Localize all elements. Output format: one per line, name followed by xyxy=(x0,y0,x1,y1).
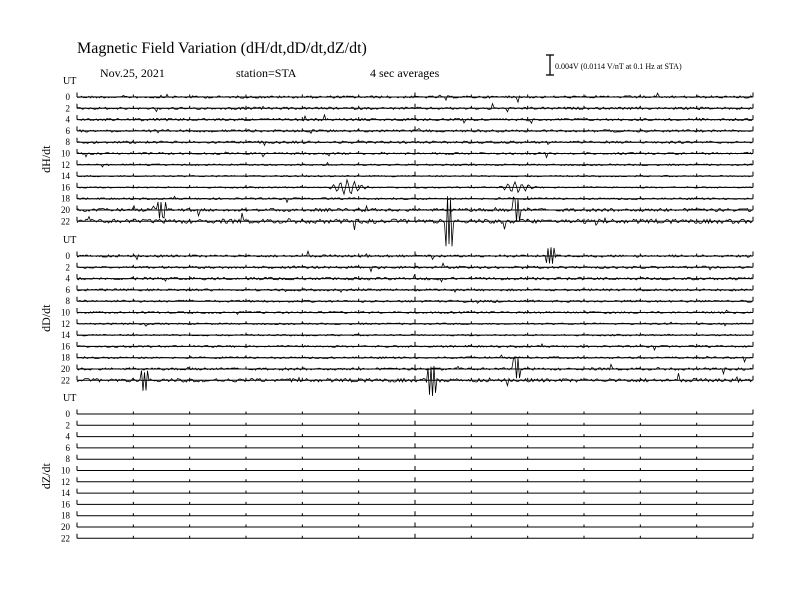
row-label: 0 xyxy=(65,251,70,261)
row-label: 12 xyxy=(61,159,70,170)
component-label: dH/dt xyxy=(39,145,53,173)
series-trace xyxy=(77,366,752,396)
row-label: 2 xyxy=(65,103,70,114)
component-label: dD/dt xyxy=(39,304,53,332)
row-label: 10 xyxy=(61,148,70,159)
row-label: 8 xyxy=(65,296,70,307)
scale-bar xyxy=(546,55,682,75)
row-label: 22 xyxy=(61,216,70,227)
row-label: 14 xyxy=(61,488,70,499)
row-label: 2 xyxy=(65,420,70,431)
row-label: 4 xyxy=(65,273,70,284)
row-label: 22 xyxy=(61,375,70,386)
row-label: 0 xyxy=(65,92,70,102)
row-label: 6 xyxy=(65,125,70,136)
row-label: 20 xyxy=(61,522,70,532)
row-label: 18 xyxy=(61,510,70,521)
ut-label: UT xyxy=(63,393,77,404)
row-label: 14 xyxy=(61,171,70,182)
row-label: 20 xyxy=(61,205,70,215)
row-label: 10 xyxy=(61,465,70,476)
row-label: 20 xyxy=(61,364,70,374)
row-label: 16 xyxy=(61,182,70,193)
row-label: 8 xyxy=(65,137,70,148)
series-trace xyxy=(77,180,752,194)
row-label: 16 xyxy=(61,499,70,510)
ut-label: UT xyxy=(63,235,77,246)
row-label: 0 xyxy=(65,409,70,419)
row-label: 10 xyxy=(61,307,70,318)
row-label: 4 xyxy=(65,114,70,125)
station-label: station=STA xyxy=(236,66,297,80)
date-label: Nov.25, 2021 xyxy=(100,66,165,80)
row-label: 4 xyxy=(65,431,70,442)
panel-0 xyxy=(39,76,753,246)
row-label: 18 xyxy=(61,352,70,363)
row-label: 12 xyxy=(61,476,70,487)
row-label: 14 xyxy=(61,330,70,341)
row-label: 16 xyxy=(61,341,70,352)
component-label: dZ/dt xyxy=(39,463,53,490)
row-label: 2 xyxy=(65,262,70,273)
row-label: 18 xyxy=(61,193,70,204)
panel-2 xyxy=(39,393,753,543)
trace-panels xyxy=(39,76,753,543)
row-label: 8 xyxy=(65,454,70,465)
panel-1 xyxy=(39,235,753,396)
row-label: 6 xyxy=(65,442,70,453)
averaging-label: 4 sec averages xyxy=(370,66,440,80)
scale-bar-label: 0.004V (0.0114 V/nT at 0.1 Hz at STA) xyxy=(555,62,682,71)
row-label: 6 xyxy=(65,284,70,295)
ut-label: UT xyxy=(63,76,77,87)
row-label: 22 xyxy=(61,533,70,544)
chart-title: Magnetic Field Variation (dH/dt,dD/dt,dZ/dt) xyxy=(77,40,367,57)
row-label: 12 xyxy=(61,318,70,329)
